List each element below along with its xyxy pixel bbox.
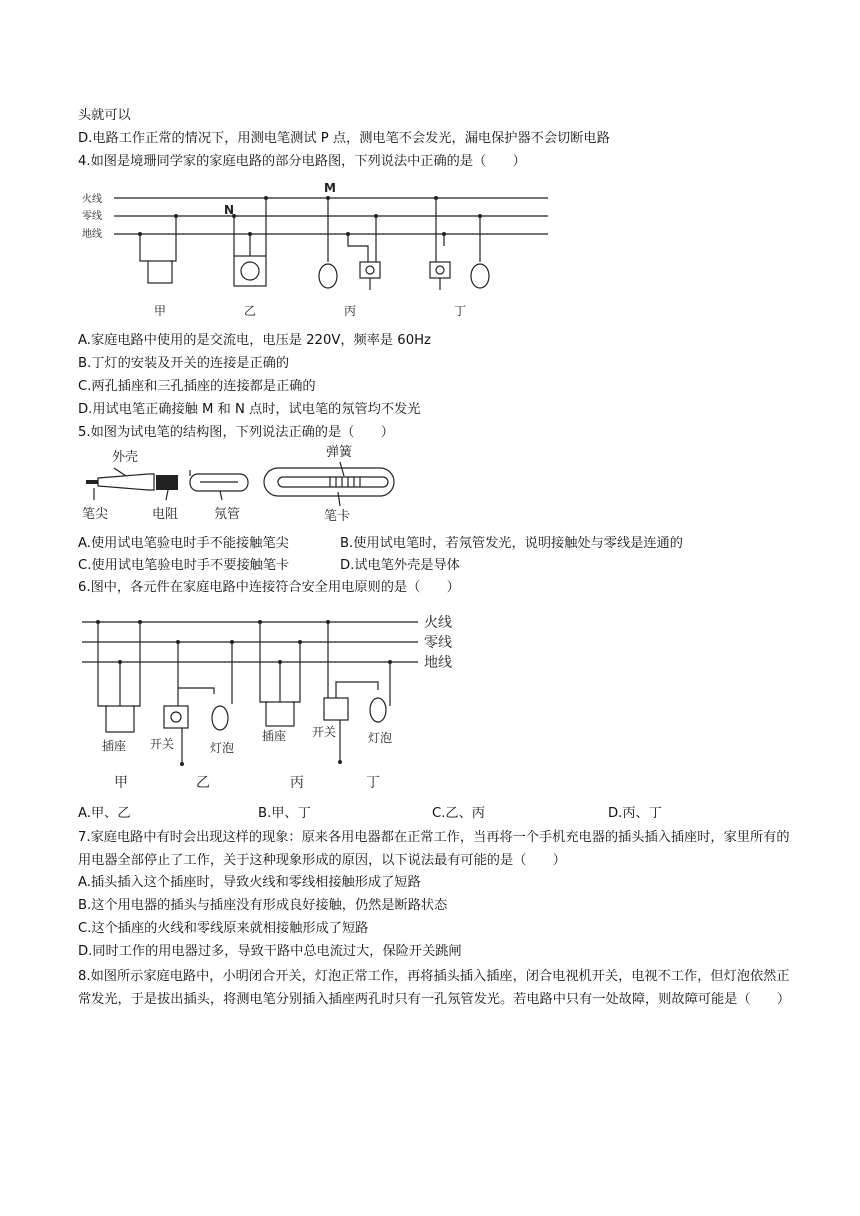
q7-option-a: A.插头插入这个插座时，导致火线和零线相接触形成了短路: [78, 875, 421, 890]
q5-option-c: C.使用试电笔验电时手不要接触笔卡: [78, 558, 290, 573]
q4-option-b: B.丁灯的安装及开关的连接是正确的: [78, 356, 290, 371]
fig6-unit-jia: 甲: [114, 775, 128, 791]
label-resistor: 电阻: [152, 507, 179, 522]
fig6-unit-yi: 乙: [196, 775, 210, 791]
q7-option-c: C.这个插座的火线和零线原来就相接触形成了短路: [78, 921, 369, 936]
fig6-switch-label: 开关: [150, 737, 175, 751]
q6-option-c: C.乙、丙: [432, 806, 485, 821]
text-line: 头就可以: [78, 108, 131, 123]
label-spring: 弹簧: [326, 445, 353, 460]
fig6-lamp-label-2: 灯泡: [368, 731, 393, 745]
resistor-part: [156, 475, 178, 490]
q5-option-d: D.试电笔外壳是导体: [340, 558, 460, 573]
fig6-switch-label-2: 开关: [312, 725, 337, 739]
fig6-socket-label: 插座: [102, 739, 127, 753]
label-clip: 笔卡: [324, 509, 351, 524]
fig6-unit-bing: 丙: [290, 775, 304, 791]
fig4-live-label: 火线: [82, 194, 102, 205]
point-n-label: N: [224, 203, 235, 217]
fig6-unit-ding: 丁: [366, 775, 380, 791]
question-4: 4.如图是境珊同学家的家庭电路的部分电路图，下列说法中正确的是（ ）: [78, 154, 526, 169]
question-5: 5.如图为试电笔的结构图，下列说法正确的是（ ）: [78, 425, 394, 440]
fig4-ground-label: 地线: [82, 229, 102, 240]
label-tip: 笔尖: [82, 507, 109, 522]
q5-option-b: B.使用试电笔时，若氖管发光，说明接触处与零线是连通的: [340, 536, 683, 551]
fig6-ground-label: 地线: [424, 655, 452, 671]
question-8: 8.如图所示家庭电路中，小明闭合开关，灯泡正常工作，再将插头插入插座，闭合电视机开关，电视不工作，但灯泡依然正常发光，于是拔出插头，将测电笔分别插入插座两孔时只有一孔氖管发光。若电路中只有一处故障，则故障可能是（ ）: [78, 969, 791, 1007]
figure-6-circuit: [78, 606, 478, 796]
fig4-unit-jia: 甲: [154, 304, 167, 318]
figure-4-circuit: [78, 176, 558, 326]
label-neon-tube: 氖管: [214, 507, 241, 522]
fig6-socket-label-2: 插座: [262, 729, 287, 743]
q6-option-d: D.丙、丁: [608, 806, 662, 821]
figure-5-tester-pen: [78, 444, 418, 530]
fig4-unit-yi: 乙: [244, 304, 257, 318]
fig4-neutral-label: 零线: [82, 211, 102, 222]
q6-option-a: A.甲、乙: [78, 806, 131, 821]
q5-option-a: A.使用试电笔验电时手不能接触笔尖: [78, 536, 289, 551]
fig4-unit-ding: 丁: [454, 304, 467, 318]
label-shell: 外壳: [112, 450, 139, 465]
fig6-lamp-label: 灯泡: [210, 741, 235, 755]
question-7: 7.家庭电路中有时会出现这样的现象：原来各用电器都在正常工作，当再将一个手机充电器的插头插入插座时，家里所有的用电器全部停止了工作，关于这种现象形成的原因，以下说法最有可能的是（ ）: [78, 830, 790, 868]
q4-option-d: D.用试电笔正确接触 M 和 N 点时，试电笔的氖管均不发光: [78, 402, 421, 417]
q4-option-c: C.两孔插座和三孔插座的连接都是正确的: [78, 379, 316, 394]
fig6-live-label: 火线: [424, 615, 452, 631]
fig4-unit-bing: 丙: [344, 304, 357, 318]
q4-option-a: A.家庭电路中使用的是交流电，电压是 220V，频率是 60Hz: [78, 333, 431, 348]
q7-option-b: B.这个用电器的插头与插座没有形成良好接触，仍然是断路状态: [78, 898, 448, 913]
q6-option-b: B.甲、丁: [258, 806, 311, 821]
option-d-prev: D.电路工作正常的情况下，用测电笔测试 P 点，测电笔不会发光，漏电保护器不会切断电路: [78, 131, 610, 146]
point-m-label: M: [324, 181, 336, 195]
fig6-neutral-label: 零线: [424, 635, 452, 651]
question-6: 6.图中，各元件在家庭电路中连接符合安全用电原则的是（ ）: [78, 580, 460, 595]
q7-option-d: D.同时工作的用电器过多，导致干路中总电流过大，保险开关跳闸: [78, 944, 462, 959]
